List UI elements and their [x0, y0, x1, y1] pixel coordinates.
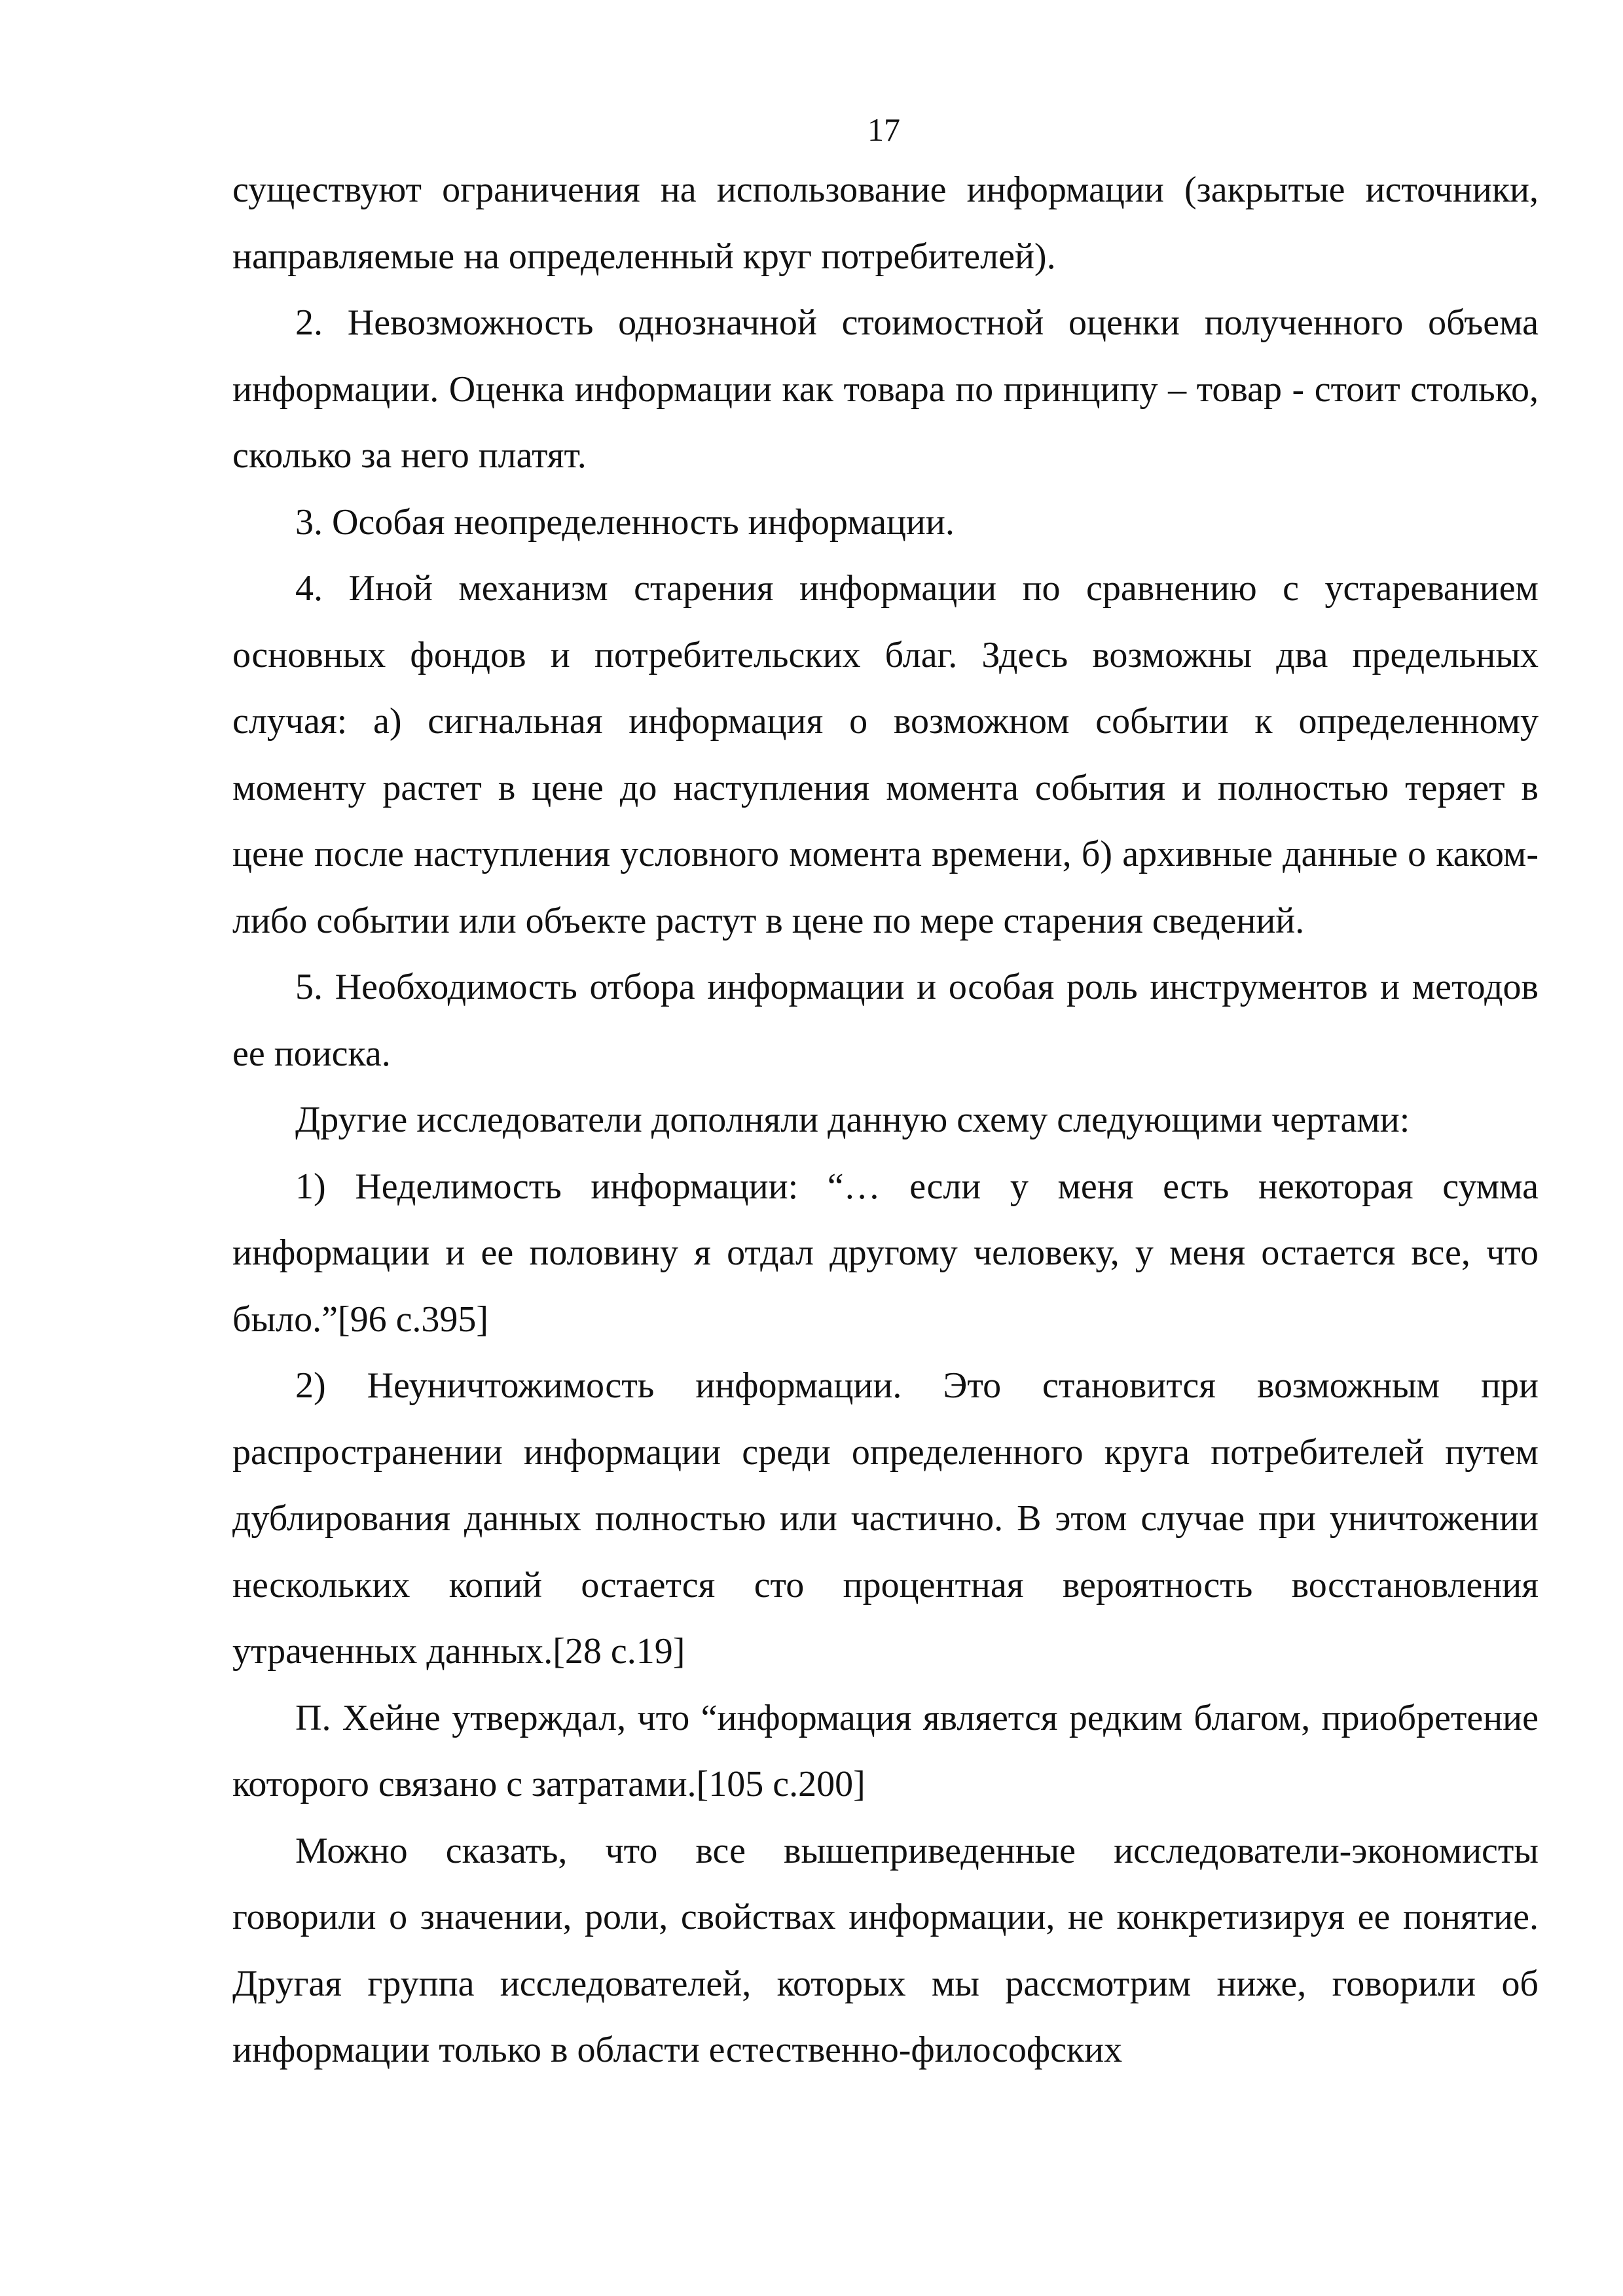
paragraph-other-researchers: Другие исследователи дополняли данную схему следующими чертами:	[295, 1100, 1410, 1140]
paragraph-heine-quote: П. Хейне утверждал, что “информация является редким благом, приобретение которого связано с затратами.[105 с.200]	[232, 1697, 1539, 1804]
paragraph-continuation: существуют ограничения на использование информации (закрытые источники, направляемые на определенный круг потребителей).	[232, 170, 1539, 277]
paragraph-conclusion: Можно сказать, что все вышеприведенные исследователи-экономисты говорили о значении, роли, свойствах информации, не конкретизируя ее понятие. Другая группа исследователей, которых мы рассмотрим ниже, говорили об информации только в области естественно-философских	[232, 1830, 1539, 2070]
paragraph-item-2: 2. Невозможность однозначной стоимостной оценки полученного объема информации. Оценка информации как товара по принципу – товар - стоит столько, сколько за него платят.	[232, 302, 1539, 476]
paragraph-indestructibility: 2) Неуничтожимость информации. Это становится возможным при распространении информации среди определенного круга потребителей путем дублирования данных полностью или частично. В этом случае при уничтожении нескольких копий остается сто процентная вероятность восстановления утраченных данных.[28 с.19]	[232, 1365, 1539, 1672]
paragraph-item-5: 5. Необходимость отбора информации и особая роль инструментов и методов ее поиска.	[232, 967, 1539, 1074]
paragraph-item-3: 3. Особая неопределенность информации.	[295, 501, 955, 543]
paragraph-indivisibility: 1) Неделимость информации: “… если у меня есть некоторая сумма информации и ее половину я отдал другому человеку, у меня остается все, что было.”[96 с.395]	[232, 1166, 1539, 1340]
paragraph-item-4: 4. Иной механизм старения информации по сравнению с устареванием основных фондов и потребительских благ. Здесь возможны два предельных случая: а) сигнальная информация о возможном событии к определенному моменту растет в цене до наступления момента события и полностью теряет в цене после наступления условного момента времени, б) архивные данные о каком-либо событии или объекте растут в цене по мере старения сведений.	[232, 568, 1539, 941]
page-number: 17	[867, 111, 900, 148]
document-body	[232, 157, 1539, 2084]
